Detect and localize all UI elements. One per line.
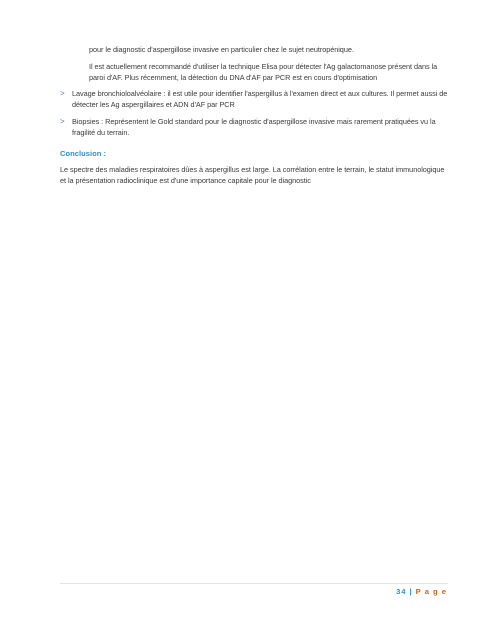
page-footer [396, 587, 447, 596]
footer-divider [60, 583, 448, 584]
page-number: 34 [396, 587, 407, 596]
conclusion-heading: Conclusion : [60, 149, 106, 158]
intro-line: pour le diagnostic d'aspergillose invasive en particulier chez le sujet neutropénique. [89, 45, 354, 54]
bullet-text: Lavage bronchioloalvéolaire : il est utile pour identifier l'aspergillus à l'examen direct et aux cultures. Il permet aussi de détecter les Ag aspergillaires et ADN d'AF par PCR [72, 89, 448, 109]
bullet-item-lavage [60, 88, 448, 110]
elisa-paragraph: Il est actuellement recommandé d'utiliser la technique Elisa pour détecter l'Ag galactomanose présent dans la paroi d'AF. Plus récemment, la détection du DNA d'AF par PCR est en cours d'optimisation [89, 62, 438, 82]
page-label: P a g e [415, 587, 447, 596]
conclusion-text: Le spectre des maladies respiratoires dûes à aspergillus est large. La corrélation entre le terrain, le statut immunologique et la présentation radioclinique est d'une importance capitale pour le diagnostic [60, 165, 445, 185]
bullet-text: Biopsies : Représentent le Gold standard pour le diagnostic d'aspergillose invasive mais rarement pratiquées vu la fragilité du terrain. [72, 117, 436, 137]
chevron-bullet-icon: > [60, 89, 65, 98]
footer-separator: | [409, 587, 413, 596]
bullet-item-biopsies [60, 116, 448, 138]
chevron-bullet-icon: > [60, 117, 65, 126]
